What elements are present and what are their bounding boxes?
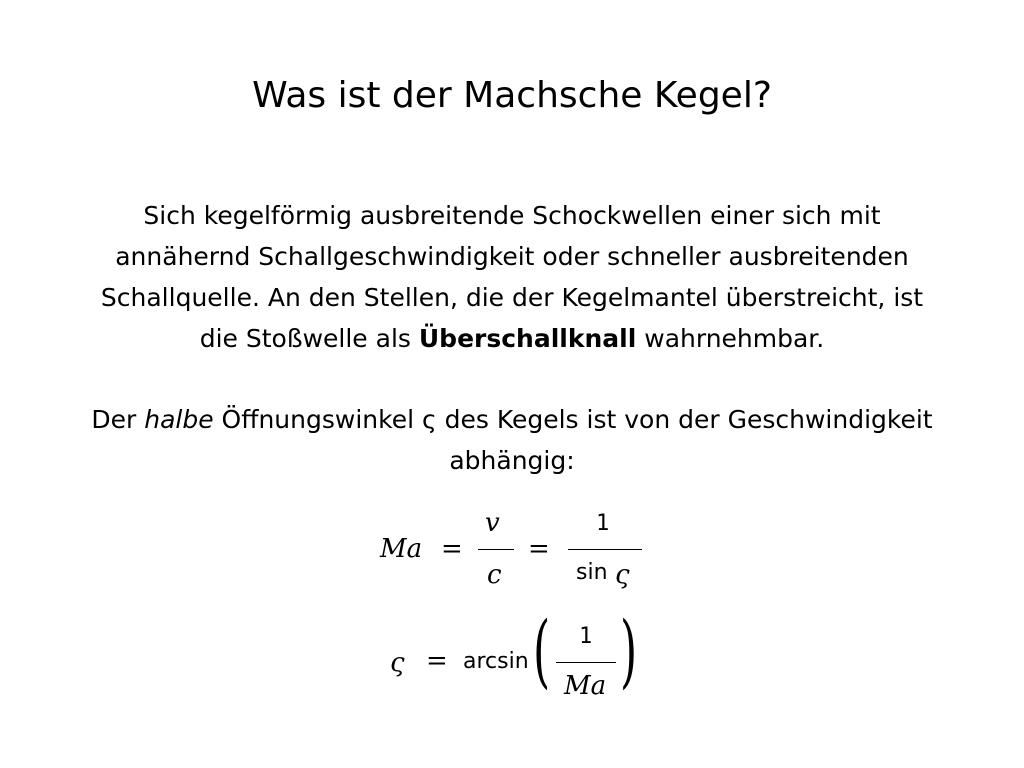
paragraph-mach-cone-definition	[40, 195, 984, 359]
formula2-frac-denominator: Ma	[564, 671, 607, 701]
formula1-equals-1: =	[441, 534, 463, 564]
paragraph1-line3: Schallquelle. An den Stellen, die der Kegelmantel überstreicht, ist	[100, 283, 924, 312]
paragraph1-line2: annähernd Schallgeschwindigkeit oder schneller ausbreitenden	[115, 242, 909, 271]
paragraph2-line2: abhängig:	[449, 446, 575, 475]
formula1-frac2-numerator: 1	[596, 511, 610, 536]
formula2-left-paren: (	[533, 604, 551, 697]
paragraph1-line4-pre: die Stoßwelle als	[199, 324, 419, 353]
formula1-equals-2: =	[528, 534, 550, 564]
bold-term-ueberschallknall: Überschallknall	[418, 324, 637, 353]
formula2-frac-numerator: 1	[579, 624, 593, 649]
formula1-frac2-varsigma: ς	[615, 560, 630, 590]
paragraph-opening-angle	[40, 399, 984, 481]
formula1-lhs: Ma	[380, 534, 423, 564]
paragraph2-line1-post: Öffnungswinkel ς des Kegels ist von der Geschwindigkeit	[213, 405, 933, 434]
formula2-right-paren: )	[620, 604, 638, 697]
paragraph1-line1: Sich kegelförmig ausbreitende Schockwellen einer sich mit	[143, 201, 881, 230]
formula1-frac2-sin: sin	[576, 560, 608, 585]
formula2-frac-bar	[556, 662, 616, 663]
paragraph1-line4-post: wahrnehmbar.	[636, 324, 825, 353]
paragraph2-line1-pre: Der	[91, 405, 145, 434]
italic-word-halbe: halbe	[144, 405, 214, 434]
formula1-frac1-numerator: v	[485, 508, 500, 538]
formula1-frac1-denominator: c	[487, 560, 502, 590]
paragraph1-line4	[40, 318, 984, 359]
formula2-lhs: ς	[390, 648, 405, 678]
formula2-equals: =	[426, 646, 448, 676]
formula2-arcsin: arcsin	[463, 649, 529, 674]
formula1-frac1-bar	[478, 549, 514, 550]
slide-title: Was ist der Machsche Kegel?	[252, 75, 772, 116]
formula1-frac2-bar	[568, 549, 642, 550]
paragraph2-line1	[40, 399, 984, 440]
